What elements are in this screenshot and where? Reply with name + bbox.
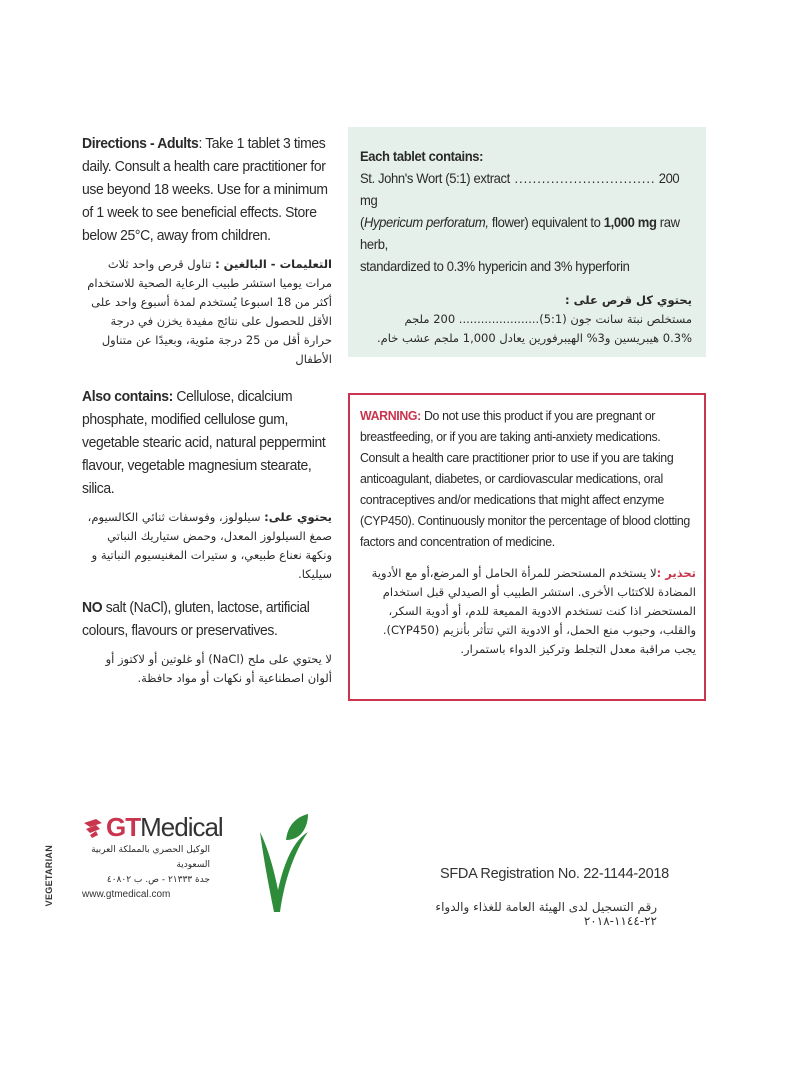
raw-herb-text: raw herb, <box>360 214 680 252</box>
ingredients-ar-title-text: يحتوي كل قرص على : <box>565 293 692 307</box>
gt-wordmark <box>106 812 223 843</box>
free-from-ar: لا يحتوي على ملح (NaCl) أو غلوتين أو لاكتوز أو ألوان اصطناعية أو نكهات أو مواد حافظة. <box>105 652 332 685</box>
latin-name: Hypericum perforatum, <box>363 214 489 230</box>
ingredients-ar-line-1: مستخلص نبتة سانت جون (5:1)...................... 200 ملجم <box>404 312 692 326</box>
also-label: Also contains: <box>82 388 173 405</box>
directions-ar-text: تناول قرص واحد ثلاث مرات يوميا استشر طبيب الرعاية الصحية للاستخدام أكثر من 18 اسبوعا يُستخدم لمدة أسبوع واحد على الأقل للحصول على نتائج مفيدة يخزن في درجة حرارة أقل من 25 درجة مئوية، وبعيدًا عن متناول الأطفال <box>87 257 332 366</box>
agent-ar: الوكيل الحصري بالمملكة العربية السعودية <box>91 845 210 870</box>
no-text: salt (NaCl), gluten, lactose, artificial colours, flavours or preservatives. <box>82 599 310 639</box>
gt-text-red: GT <box>106 812 141 842</box>
ingredient-line-1 <box>360 167 695 211</box>
gt-medical-logo <box>82 812 232 900</box>
gt-logo-mark <box>82 812 232 843</box>
ingredient-name: St. John's Wort (5:1) extract <box>360 170 510 186</box>
ingredient-line-2: (Hypericum perforatum, flower) equivalent to 1,000 mg raw herb, <box>360 214 680 252</box>
also-ar-label: يحتوي على: <box>264 510 332 524</box>
equivalent-text: flower) equivalent to <box>488 214 604 230</box>
ingredient-amount: 200 mg <box>360 170 680 208</box>
warning-en <box>360 405 699 552</box>
right-column <box>348 127 706 701</box>
also-ar-text: سيلولوز، وفوسفات ثنائي الكالسيوم، صمغ السيلولوز المعدل، وحمض ستياريك النباتي ونكهة نعناع طبيعي، و ستيرات المغنيسيوم النباتية و سيليكا. <box>87 510 332 581</box>
ingredients-title-text: Each tablet contains: <box>360 148 484 164</box>
directions-label: Directions - Adults <box>82 135 199 152</box>
also-contains-en <box>82 385 333 500</box>
no-label: NO <box>82 599 103 616</box>
address-ar: جدة ٢١٣٣٣ - ص. ب ٤٠٨٠٢ <box>106 875 210 885</box>
vegetarian-leaf-icon <box>250 812 310 922</box>
warning-ar <box>360 564 696 659</box>
directions-ar-label: التعليمات - البالغين : <box>215 257 332 271</box>
raw-herb-amount: 1,000 mg <box>603 214 657 230</box>
ingredient-dots: ............................... <box>509 170 656 186</box>
ingredients-box <box>348 127 706 357</box>
directions-ar <box>82 255 332 369</box>
ingredient-line-3: standardized to 0.3% hypericin and 3% hyperforin <box>360 258 630 274</box>
directions-en <box>82 132 333 247</box>
free-from-en <box>82 596 333 642</box>
also-text: Cellulose, dicalcium phosphate, modified cellulose gum, vegetable stearic acid, natural peppermint flavour, vegetable magnesium stearate, silica. <box>82 388 326 497</box>
ingredients-title <box>360 145 695 167</box>
medical-text: Medical <box>140 812 223 842</box>
warning-box <box>348 393 706 701</box>
website-link[interactable]: www.gtmedical.com <box>82 889 171 900</box>
sfda-registration-ar: رقم التسجيل لدى الهيئة العامة للغذاء والدواء ٢٢-١١٤٤-٢٠١٨ <box>435 900 657 928</box>
vegetarian-label: VEGETARIAN <box>44 845 54 907</box>
warning-text: Do not use this product if you are pregnant or breastfeeding, or if you are taking anti-anxiety medications. Consult a health care practitioner prior to use if you are taking anticoagulant, diabetes, or cardiovascular medications, oral contraceptives and/or medications that might affect enzyme (CYP450). Continuously monitor the percentage of blood clotting factors and concentration of medicine. <box>360 408 690 549</box>
also-contains-ar <box>82 508 332 584</box>
directions-text: : Take 1 tablet 3 times daily. Consult a health care practitioner for use beyond 18 weeks. Use for a minimum of 1 week to see beneficial effects. Store below 25°C, away from children. <box>82 135 328 244</box>
warning-label: WARNING: <box>360 408 421 423</box>
left-column <box>82 132 332 696</box>
ingredients-ar-line-2: 0.3% هيبريسين و3% الهيبرفورين يعادل 1,000 ملجم عشب خام. <box>376 331 692 345</box>
warning-ar-label: تحذير : <box>656 566 696 580</box>
ingredients-ar-title <box>360 291 694 310</box>
sfda-registration-en: SFDA Registration No. 22-1144-2018 <box>440 866 669 882</box>
warning-ar-text: لا يستخدم المستحضر للمرأة الحامل أو المرضع،أو مع الأدوية المضادة للاكتئاب الأخرى. استشر الطبيب أو الصيدلي قبل استخدام المستحضر اذا كنت تستخدم الادوية المميعة للدم، أو أدوية السكر، والقلب، وحبوب منع الحمل، أو الادوية التي تتأثر بأنزيم (CYP450). يجب مراقبة معدل التجلط وتركيز الدواء باستمرار. <box>371 566 696 656</box>
gt-swoosh-icon <box>82 817 104 839</box>
